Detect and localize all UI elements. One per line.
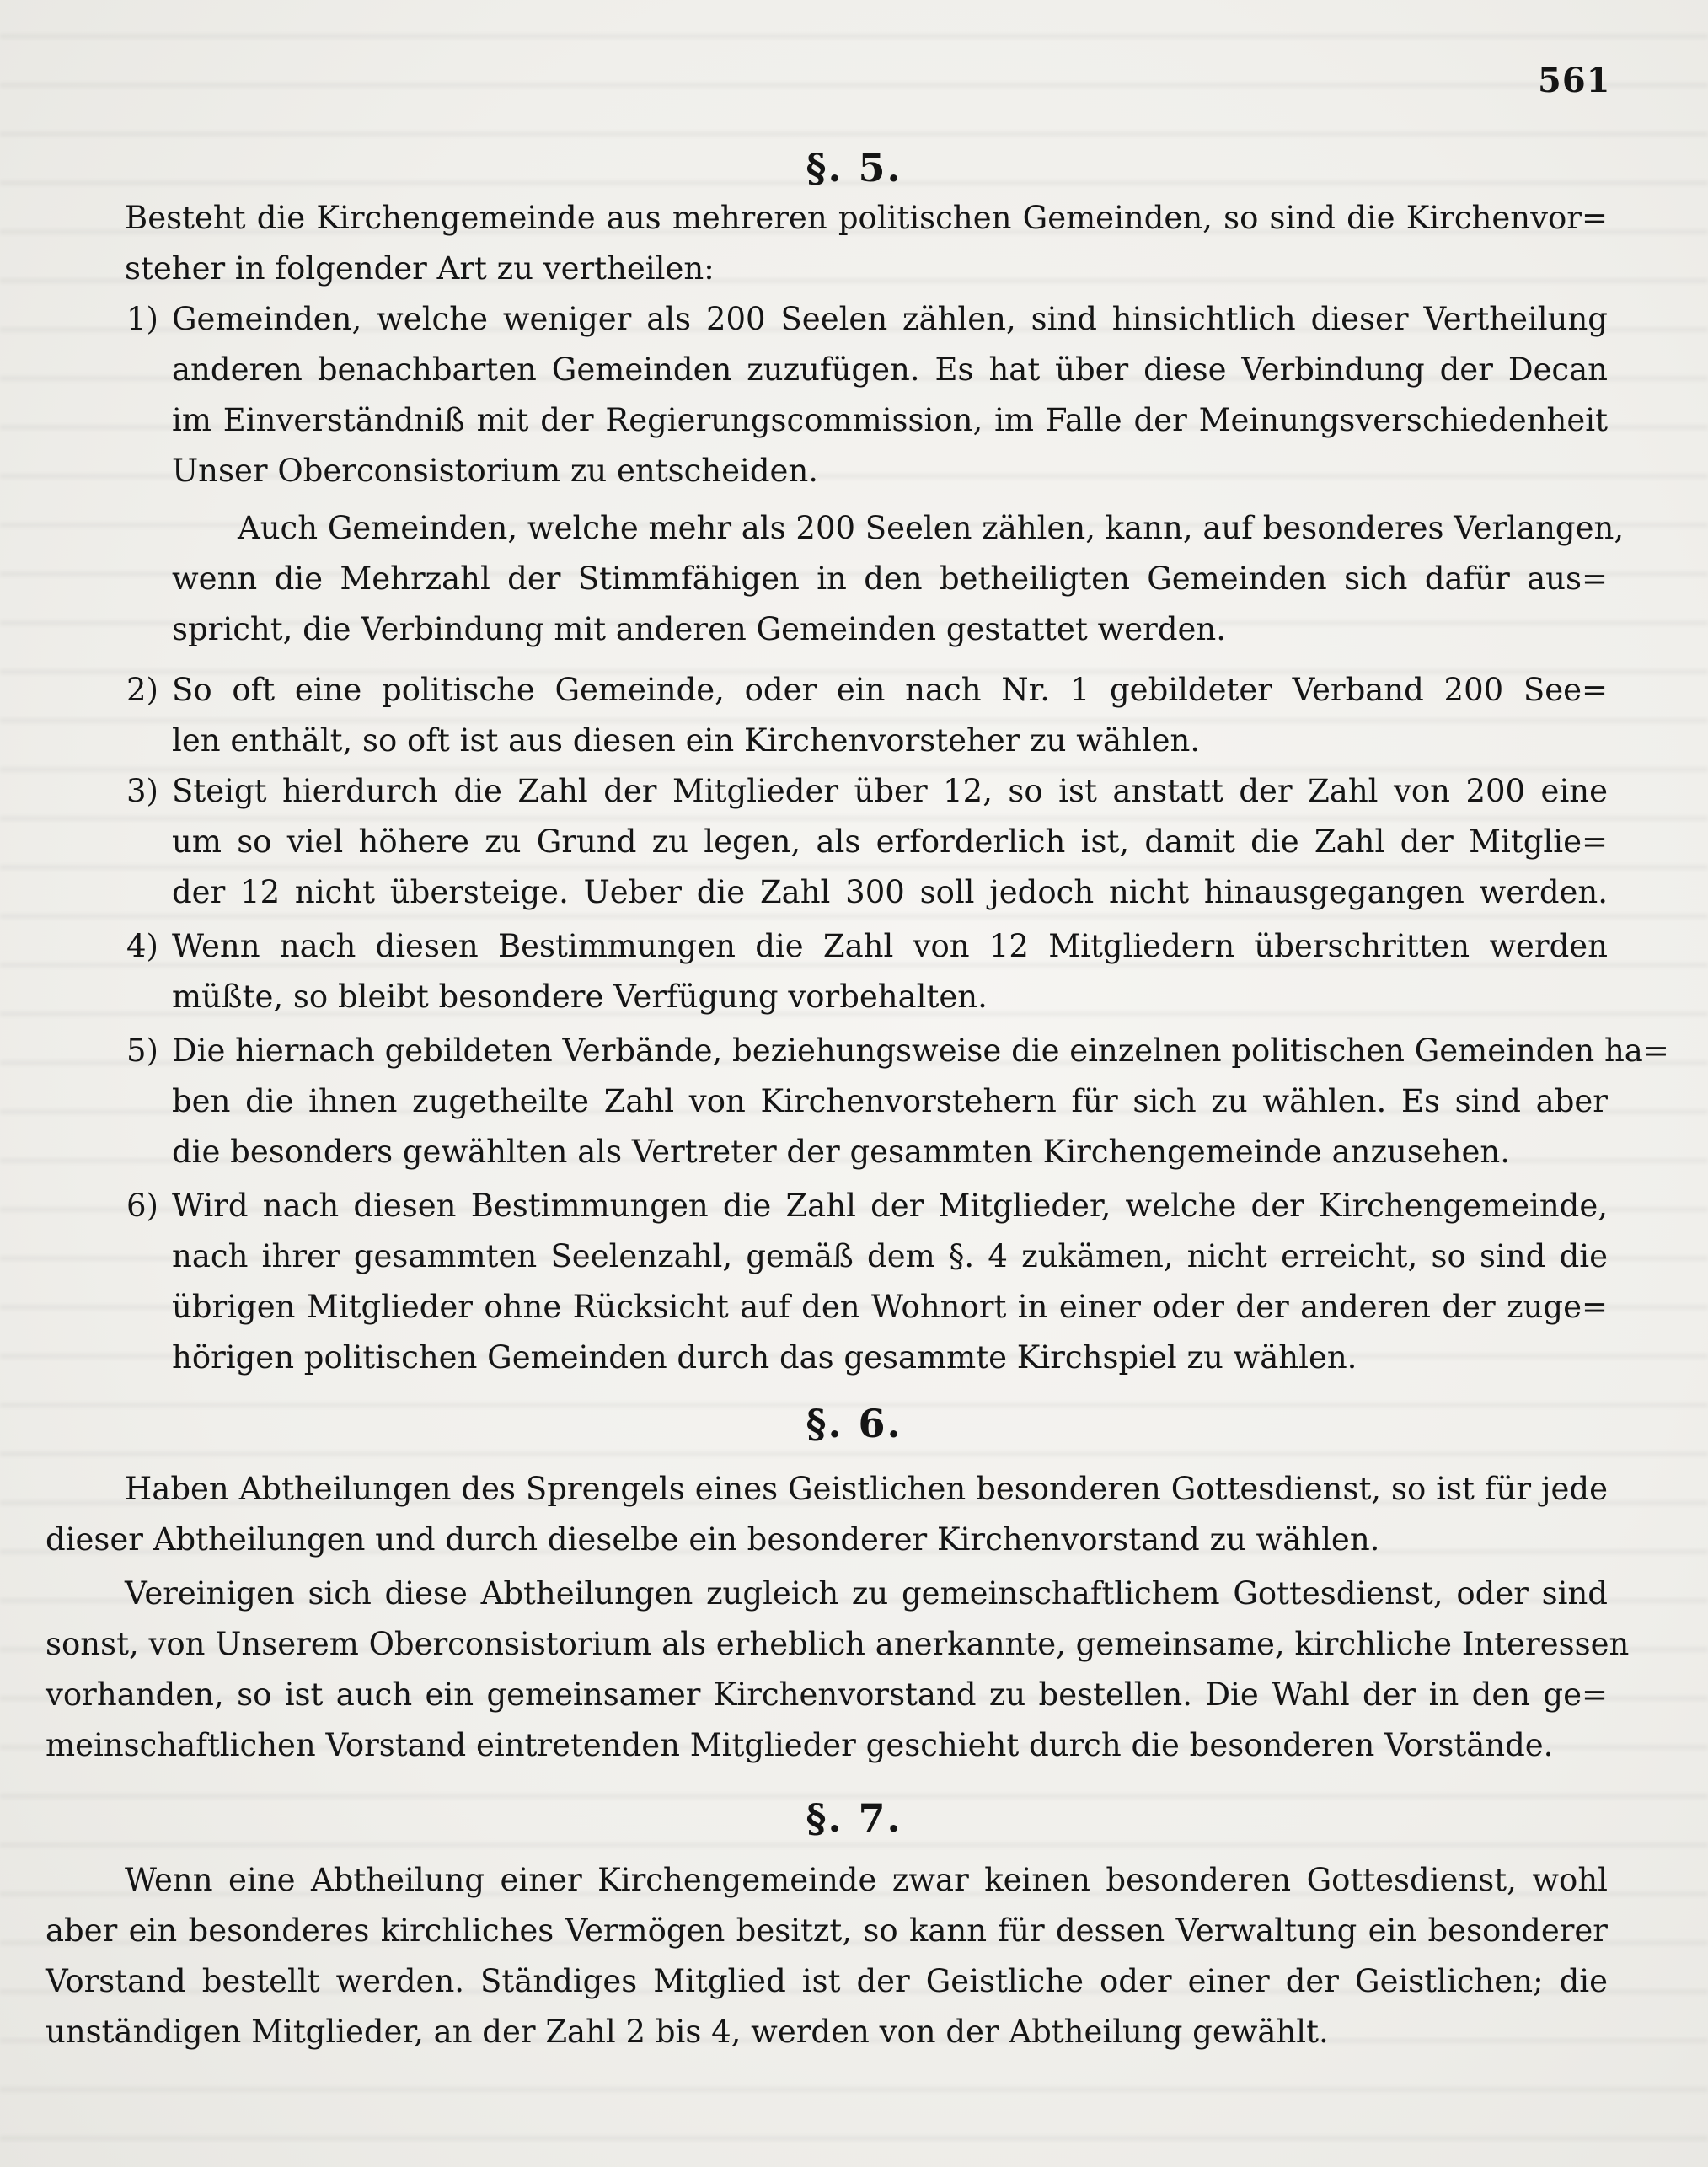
paragraph-line: spricht, die Verbindung mit anderen Gemeinden gestattet werden. <box>172 611 1227 647</box>
paragraph-line: Vereinigen sich diese Abtheilungen zugleich zu gemeinschaftlichem Gottesdienst, oder sind <box>125 1575 1608 1612</box>
paragraph-line: hörigen politischen Gemeinden durch das gesammte Kirchspiel zu wählen. <box>172 1339 1357 1376</box>
paragraph-line: der 12 nicht übersteige. Ueber die Zahl 300 soll jedoch nicht hinausgegangen werden. <box>172 874 1608 910</box>
list-item-text: So oft eine politische Gemeinde, oder ein nach Nr. 1 gebildeter Verband 200 See= <box>172 672 1608 708</box>
paragraph-line: nach ihrer gesammten Seelenzahl, gemäß dem §. 4 zukämen, nicht erreicht, so sind die <box>172 1238 1608 1274</box>
list-item-text: Gemeinden, welche weniger als 200 Seelen zählen, sind hinsichtlich dieser Vertheilung <box>172 301 1608 337</box>
paragraph-line: anderen benachbarten Gemeinden zuzufügen. Es hat über diese Verbindung der Decan <box>172 351 1608 388</box>
section-heading-7: §. 7. <box>806 1795 902 1841</box>
list-item-4 <box>101 924 1608 969</box>
paragraph-line: wenn die Mehrzahl der Stimmfähigen in den betheiligten Gemeinden sich dafür aus= <box>172 561 1608 597</box>
paragraph-line: Haben Abtheilungen des Sprengels eines Geistlichen besonderen Gottesdienst, so ist für jede <box>125 1471 1608 1507</box>
list-label-4: 4) <box>126 928 158 964</box>
list-item-text: Wenn nach diesen Bestimmungen die Zahl von 12 Mitgliedern überschritten werden <box>172 928 1608 964</box>
page-number: 561 <box>1538 61 1611 100</box>
list-item-1 <box>101 297 1608 342</box>
paragraph-line: sonst, von Unserem Oberconsistorium als erheblich anerkannte, gemeinsame, kirchliche Interessen <box>46 1626 1630 1662</box>
paragraph-line: vorhanden, so ist auch ein gemeinsamer Kirchenvorstand zu bestellen. Die Wahl der in den ge= <box>46 1676 1608 1713</box>
paragraph-line: im Einverständniß mit der Regierungscommission, im Falle der Meinungsverschiedenheit <box>172 402 1608 438</box>
list-item-5 <box>101 1028 1669 1074</box>
paragraph-line: die besonders gewählten als Vertreter der gesammten Kirchengemeinde anzusehen. <box>172 1134 1511 1170</box>
paragraph-line: Besteht die Kirchengemeinde aus mehreren politischen Gemeinden, so sind die Kirchenvor= <box>125 200 1608 236</box>
paragraph-line: ben die ihnen zugetheilte Zahl von Kirchenvorstehern für sich zu wählen. Es sind aber <box>172 1083 1608 1119</box>
list-label-5: 5) <box>126 1033 158 1069</box>
paragraph-line: steher in folgender Art zu vertheilen: <box>125 250 715 287</box>
list-item-text: Wird nach diesen Bestimmungen die Zahl der Mitglieder, welche der Kirchengemeinde, <box>172 1188 1608 1224</box>
paragraph-line: Vorstand bestellt werden. Ständiges Mitglied ist der Geistliche oder einer der Geistlichen; die <box>46 1963 1608 1999</box>
list-label-3: 3) <box>126 773 158 809</box>
paragraph-line: übrigen Mitglieder ohne Rücksicht auf den Wohnort in einer oder der anderen der zuge= <box>172 1289 1608 1325</box>
list-label-6: 6) <box>126 1188 158 1224</box>
section-heading-6: §. 6. <box>806 1401 902 1446</box>
list-label-2: 2) <box>126 672 158 708</box>
paragraph-line: len enthält, so oft ist aus diesen ein Kirchenvorsteher zu wählen. <box>172 722 1201 759</box>
list-item-2 <box>101 668 1608 713</box>
paragraph-line: unständigen Mitglieder, an der Zahl 2 bis 4, werden von der Abtheilung gewählt. <box>46 2014 1329 2050</box>
list-item-text: Die hiernach gebildeten Verbände, beziehungsweise die einzelnen politischen Gemeinden ha= <box>172 1033 1669 1069</box>
paragraph-line: aber ein besonderes kirchliches Vermögen besitzt, so kann für dessen Verwaltung ein besonderer <box>46 1912 1608 1949</box>
paragraph-line: Auch Gemeinden, welche mehr als 200 Seelen zählen, kann, auf besonderes Verlangen, <box>238 510 1625 546</box>
list-item-3 <box>101 769 1608 814</box>
list-item-text: Steigt hierdurch die Zahl der Mitglieder über 12, so ist anstatt der Zahl von 200 eine <box>172 773 1608 809</box>
list-item-6 <box>101 1183 1608 1229</box>
paragraph-line: dieser Abtheilungen und durch dieselbe ein besonderer Kirchenvorstand zu wählen. <box>46 1521 1380 1558</box>
paragraph-line: um so viel höhere zu Grund zu legen, als erforderlich ist, damit die Zahl der Mitglie= <box>172 823 1608 860</box>
paragraph-line: meinschaftlichen Vorstand eintretenden Mitglieder geschieht durch die besonderen Vorstände. <box>46 1727 1554 1763</box>
section-heading-5: §. 5. <box>806 145 902 190</box>
list-label-1: 1) <box>126 301 158 337</box>
paragraph-line: Unser Oberconsistorium zu entscheiden. <box>172 453 819 489</box>
paragraph-line: Wenn eine Abtheilung einer Kirchengemeinde zwar keinen besonderen Gottesdienst, wohl <box>125 1862 1608 1898</box>
paragraph-line: müßte, so bleibt besondere Verfügung vorbehalten. <box>172 979 988 1015</box>
